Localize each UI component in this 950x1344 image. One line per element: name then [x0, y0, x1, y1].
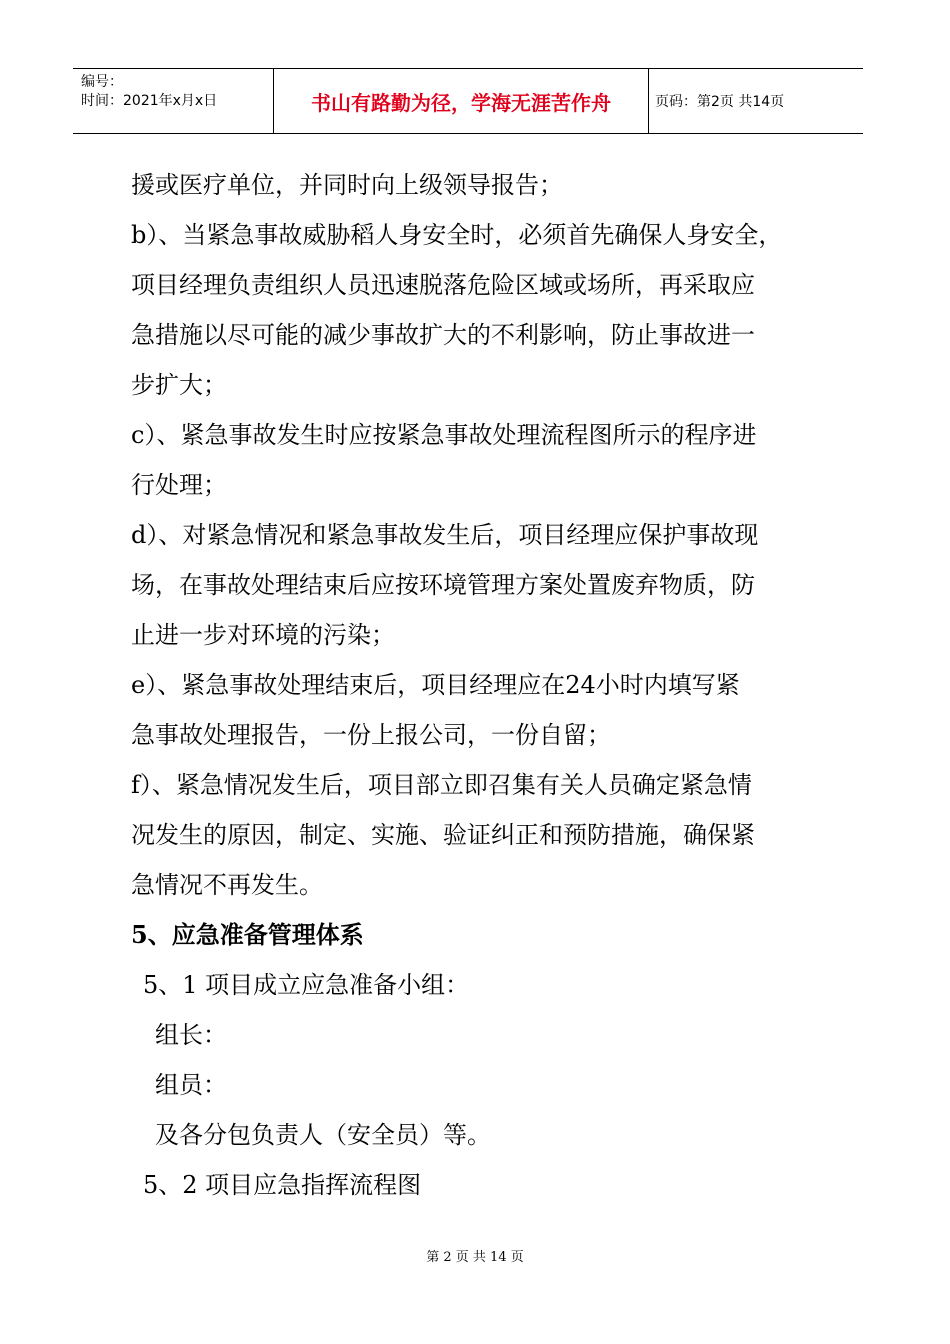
header-meta [73, 69, 274, 133]
header-page-info: 页码：第2页 共14页 [655, 94, 785, 110]
body-line: 急情况不再发生。 [131, 871, 323, 899]
header-motto: 书山有路勤为径，学海无涯苦作舟 [274, 69, 649, 133]
body-line: 场，在事故处理结束后应按环境管理方案处置废弃物质，防 [131, 571, 755, 599]
body-line: f）、紧急情况发生后，项目部立即召集有关人员确定紧急情 [131, 771, 752, 799]
team-members-label: 组员： [155, 1071, 227, 1099]
body-line: 急事故处理报告，一份上报公司，一份自留； [131, 721, 611, 749]
page-header [73, 68, 863, 134]
body-line: d）、对紧急情况和紧急事故发生后，项目经理应保护事故现 [131, 521, 759, 549]
section-heading: 5、应急准备管理体系 [131, 920, 364, 949]
body-line: e）、紧急事故处理结束后，项目经理应在24小时内填写紧 [131, 671, 740, 699]
subsection-5-2: 5、2 项目应急指挥流程图 [143, 1171, 422, 1199]
subsection-5-1: 5、1 项目成立应急准备小组： [143, 971, 470, 999]
body-line: c）、紧急事故发生时应按紧急事故处理流程图所示的程序进 [131, 421, 757, 449]
body-line: b）、当紧急事故威胁稻人身安全时，必须首先确保人身安全， [131, 221, 783, 249]
document-body [131, 160, 831, 1210]
body-line: 项目经理负责组织人员迅速脱落危险区域或场所，再采取应 [131, 271, 755, 299]
document-number-label: 编号： [81, 74, 123, 90]
body-line: 况发生的原因，制定、实施、验证纠正和预防措施，确保紧 [131, 821, 755, 849]
subcontractor-note: 及各分包负责人（安全员）等。 [155, 1121, 491, 1149]
body-line: 止进一步对环境的污染； [131, 621, 395, 649]
body-line: 步扩大； [131, 371, 227, 399]
document-time-label: 时间：2021年x月x日 [81, 93, 218, 109]
body-line: 援或医疗单位，并同时向上级领导报告； [131, 171, 563, 199]
body-line: 急措施以尽可能的减少事故扩大的不利影响，防止事故进一 [131, 321, 755, 349]
body-line: 行处理； [131, 471, 227, 499]
team-leader-label: 组长： [155, 1021, 227, 1049]
page-footer: 第 2 页 共 14 页 [426, 1250, 524, 1265]
